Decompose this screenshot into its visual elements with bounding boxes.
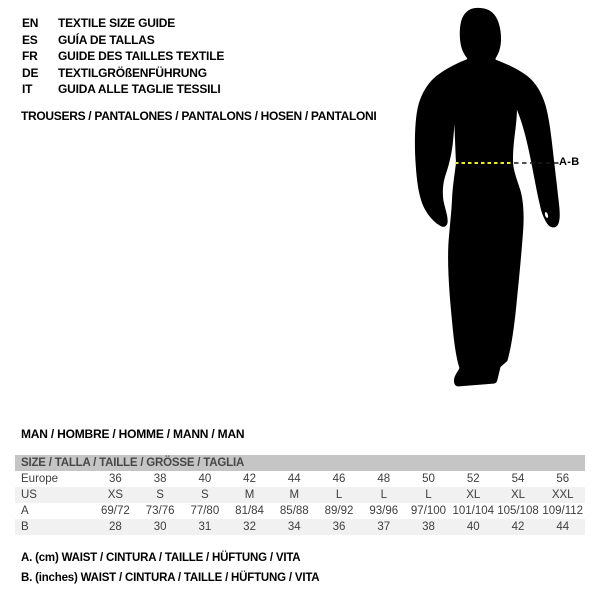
language-list [22,15,224,98]
size-value: 28 [108,521,122,533]
size-value: 42 [511,521,525,533]
size-value: 42 [243,473,256,485]
language-row [22,32,224,49]
size-value: 32 [243,521,256,533]
language-label: TEXTILGRÖßENFÜHRUNG [58,65,207,80]
size-value: 44 [556,521,570,533]
size-value: XL [466,489,481,501]
size-value: 31 [198,521,212,533]
size-value: 34 [287,521,301,533]
size-value: 38 [422,521,435,533]
size-value: L [335,489,343,501]
size-value: 40 [466,521,480,533]
size-value: S [156,489,164,501]
language-code: ES [22,32,38,47]
language-label: TEXTILE SIZE GUIDE [58,16,176,31]
language-label: GUIDA ALLE TAGLIE TESSILI [58,82,221,97]
size-value: 101/104 [452,505,495,517]
size-value: XL [510,489,526,501]
size-table-row [15,471,585,487]
size-value: 52 [466,473,480,485]
language-label: GUIDE DES TAILLES TEXTILE [58,49,225,64]
size-value: 77/80 [190,505,220,517]
gender-heading: MAN / HOMBRE / HOMME / MANN / MAN [21,427,245,441]
language-code: IT [22,82,33,97]
language-row [22,81,224,98]
size-value: 89/92 [324,505,354,517]
language-code: EN [22,16,39,31]
size-value: 40 [198,473,212,485]
size-value: L [380,489,387,501]
size-value: 50 [422,473,435,485]
language-code: DE [22,65,39,80]
size-table-row [15,487,585,503]
row-label: US [21,489,37,501]
size-value: 56 [556,473,570,485]
row-label: B [21,521,29,533]
size-value: 38 [153,473,167,485]
size-value: 85/88 [279,505,309,517]
size-value: 44 [287,473,301,485]
size-value: 36 [332,521,346,533]
size-value: 97/100 [410,505,447,517]
man-silhouette-figure [410,5,580,390]
size-table [15,455,585,535]
note-b: B. (inches) WAIST / CINTURA / TAILLE / HÜFTUNG / VITA [21,572,320,584]
size-table-header: SIZE / TALLA / TAILLE / GRÖSSE / TAGLIA [15,455,585,471]
size-value: M [244,489,255,501]
size-value: 73/76 [145,505,175,517]
language-row [22,65,224,82]
size-table-row [15,519,585,535]
row-label: A [21,505,29,517]
language-row [22,15,224,32]
size-table-rows [15,471,585,535]
language-row [22,48,224,65]
measurement-notes [21,548,319,588]
row-label: Europe [21,473,59,485]
size-value: 54 [511,473,525,485]
language-label: GUÍA DE TALLAS [58,32,155,47]
product-heading: TROUSERS / PANTALONES / PANTALONS / HOSEN / PANTALONI [21,109,377,123]
size-value: S [201,489,209,501]
size-value: 69/72 [100,505,130,517]
size-value: 109/112 [542,505,584,517]
size-value: 48 [377,473,391,485]
size-value: M [289,489,300,501]
size-value: XS [107,489,124,501]
size-value: L [425,489,432,501]
size-value: 30 [153,521,167,533]
size-value: 93/96 [369,505,399,517]
size-value: 36 [108,473,122,485]
language-code: FR [22,49,38,64]
size-value: 37 [377,521,391,533]
size-value: 81/84 [235,505,264,517]
size-value: 46 [332,473,346,485]
size-value: XXL [551,489,574,501]
size-table-row [15,503,585,519]
note-a: A. (cm) WAIST / CINTURA / TAILLE / HÜFTUNG / VITA [21,552,301,564]
waist-measure-label: A-B [559,156,580,168]
size-value: 105/108 [497,505,539,517]
